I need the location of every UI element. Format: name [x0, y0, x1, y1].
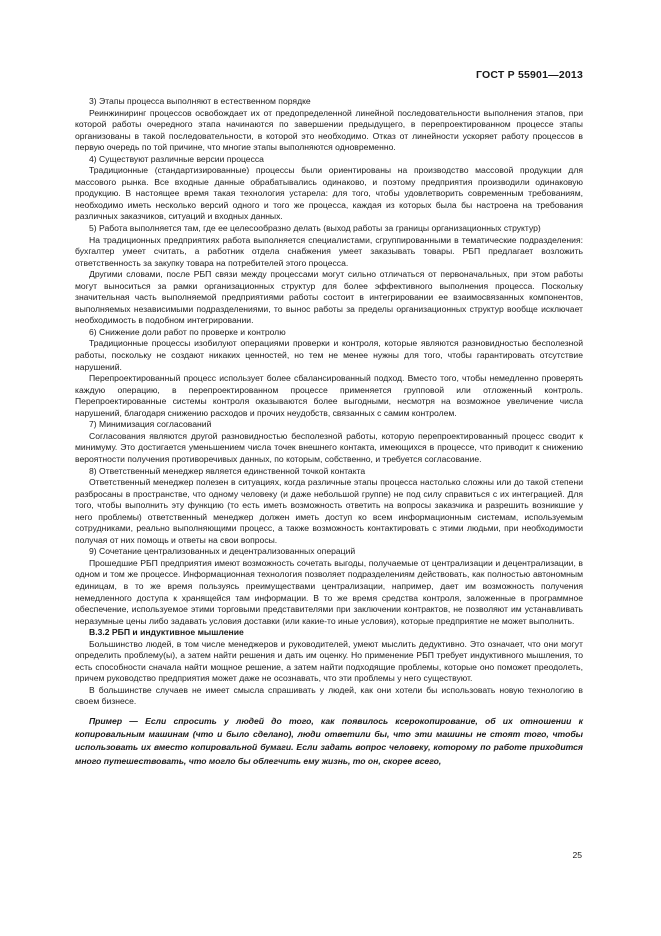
paragraph: Согласования являются другой разновидностью бесполезной работы, которую перепроектированный процесс сводит к минимуму. Это достигается уменьшением числа точек внешнего контакта, имеющихся в процессе, что приводит к снижению вероятности получения противоречивых данных, по которым, собственно, и требуется согласование. — [75, 430, 583, 464]
section-heading: В.3.2 РБП и индуктивное мышление — [89, 627, 244, 638]
paragraph: Перепроектированный процесс использует более сбалансированный подход. Вместо того, чтобы немедленно проверять каждую операцию, в перепроектированном процессе применяется групповой или отложенный контроль. Перепроектированные системы контроля оказываются более выгодными, несмотря на возможное увеличение числа нарушений, благодаря снижению расходов и прочих неудобств, связанных с самим контролем. — [75, 373, 583, 418]
list-item-heading: 5) Работа выполняется там, где ее целесообразно делать (выход работы за границы организационных структур) — [89, 223, 541, 234]
body-text — [75, 96, 583, 768]
paragraph: В большинстве случаев не имеет смысла спрашивать у людей, как они хотели бы использовать новую технологию в своем бизнесе. — [75, 684, 583, 707]
paragraph: Реинжиниринг процессов освобождает их от предопределенной линейной последовательности выполнения этапов, при которой работы очередного этапа начинаются по завершении предыдущего, в перепроектированном процессе этапы организованы в такой последовательности, в которой это необходимо. Отказ от линейности ускоряет работу процессов в первую очередь по той причине, что многие этапы выполняются одновременно. — [75, 107, 583, 153]
paragraph: Большинство людей, в том числе менеджеров и руководителей, умеют мыслить дедуктивно. Это означает, что они могут определить проблему(ы), а затем найти решения и дать им оценку. Но применение РБП требует индуктивного мышления, то есть способности сначала найти мощное решение, а затем найти подходящие проблемы, которые оно поможет преодолеть, причем руководство предприятия может даже не осознавать, что эти проблемы у него существуют. — [75, 638, 583, 684]
paragraph: Ответственный менеджер полезен в ситуациях, когда различные этапы процесса настолько сложны или до такой степени разбросаны в пространстве, что одному человеку (и даже небольшой группе) не под силу справиться с их интеграцией. Для того, чтобы выполнить эту функцию (то есть иметь возможность ответить на вопросы заказчика и разрешить возникшие у него проблемы) ответственный менеджер должен иметь доступ ко всем информационным системам, используемым сотрудниками, реально выполняющими процесс, а также возможность контактировать с этими людьми, при необходимости получая от них помощь и ответы на свои вопросы. — [75, 477, 583, 545]
list-item-heading: 8) Ответственный менеджер является единственной точкой контакта — [89, 465, 366, 476]
paragraph: Традиционные процессы изобилуют операциями проверки и контроля, которые являются разновидностью бесполезной работы, поскольку не создают никаких ценностей, но тем не менее нужны для того, чтобы гарантировать отсутствие нарушений. — [75, 338, 583, 372]
list-item-heading: 6) Снижение доли работ по проверке и контролю — [89, 326, 286, 337]
example-text: Пример — Если спросить у людей до того, как появилось ксерокопирование, об их отношении к копировальным машинам (что и было сделано), люди ответили бы, что эти машины не стоят того, чтобы использовать их вместо копировальной бумаги. Если задать вопрос человеку, которому по работе приходится много путешествовать, что могло бы облегчить ему жизнь, то он, скорее всего, — [75, 715, 583, 766]
example-block — [75, 715, 583, 768]
paragraph: На традиционных предприятиях работа выполняется специалистами, сгруппированными в тематические подразделения: бухгалтер умеет считать, а работник отдела снабжения умеет заказывать товары. РБП предлагает возложить ответственность за закупку товара на потребителей этого процесса. — [75, 234, 583, 268]
page-number: 25 — [572, 850, 582, 860]
document-code: ГОСТ Р 55901—2013 — [475, 69, 583, 81]
paragraph: Прошедшие РБП предприятия имеют возможность сочетать выгоды, получаемые от централизации и децентрализации, в одном и том же процессе. Информационная технология позволяет подразделениям действовать, как полностью автономным единицам, в то же время пользуясь преимуществами централизации, например, дает им возможность получения немедленного доступа к хранящейся там информации. В то же время средства контроля, заложенные в программное обеспечение, используемое этими торговыми представителями при заключении контрактов, не позволяют им устанавливать неразумные цены либо задавать условия доставки (или какие-то иные условия), которые предприятие не может выполнить. — [75, 557, 583, 626]
paragraph: Традиционные (стандартизированные) процессы были ориентированы на производство массовой продукции для массового рынка. Все входные данные обрабатывались одинаково, и поэтому предприятия производили одинаковую продукцию. В настоящее время такая технология устарела: для того, чтобы удовлетворить современным требованиям, необходимо иметь несколько версий одного и того же процесса, каждая из которых была бы настроена на требования различных заказчиков, ситуаций и входных данных. — [75, 165, 583, 222]
paragraph: Другими словами, после РБП связи между процессами могут сильно отличаться от первоначальных, при этом работы могут выноситься за рамки организационных структур для более эффективного выполнения процесса. Поскольку значительная часть выполняемой предприятиями работы состоит в интегрировании ее взаимосвязанных компонентов, выполняемых независимыми подразделениями, то вынос работы за пределы организационных структур вообще исключает необходимость в подобном интегрировании. — [75, 269, 583, 326]
list-item-heading: 7) Минимизация согласований — [89, 419, 212, 430]
list-item-heading: 9) Сочетание централизованных и децентрализованных операций — [89, 546, 356, 557]
list-item-heading: 4) Существуют различные версии процесса — [89, 153, 264, 164]
list-item-heading: 3) Этапы процесса выполняют в естественном порядке — [89, 96, 311, 106]
